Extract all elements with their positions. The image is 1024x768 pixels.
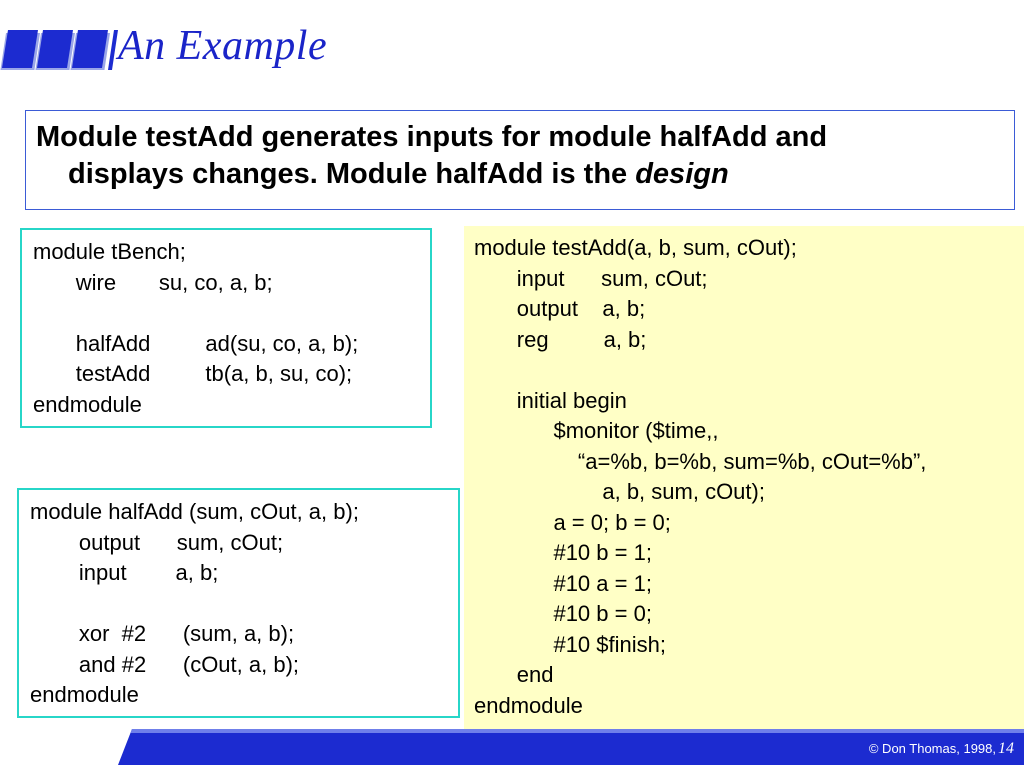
halfadd-code: module halfAdd (sum, cOut, a, b); output sum, cOut; input a, b; xor #2 (sum, a, b); and #2 (cOut, a, b); endmodule: [30, 499, 359, 707]
intro-text-box: [25, 110, 1015, 210]
intro-line-2-text: displays changes. Module halfAdd is the: [68, 158, 636, 190]
logo-bars-icon: [0, 30, 118, 70]
halfadd-code-box: [17, 488, 460, 718]
intro-emphasis: design: [635, 158, 729, 190]
testadd-code-box: [464, 226, 1024, 734]
intro-line-1: Module testAdd generates inputs for module halfAdd and: [36, 121, 828, 153]
intro-line-2: [36, 156, 1004, 193]
tbench-code: module tBench; wire su, co, a, b; halfAdd ad(su, co, a, b); testAdd tb(a, b, su, co); endmodule: [33, 239, 359, 417]
footer-copyright: © Don Thomas, 1998,: [868, 741, 996, 756]
testadd-code: module testAdd(a, b, sum, cOut); input sum, cOut; output a, b; reg a, b; initial begin $monitor ($time,, “a=%b, b=%b, sum=%b, cOut=%b”, a, b, sum, cOut); a = 0; b = 0; #10 b = 1; #10 a = 1; #10 b = 0; #10 $finish; end endmodule: [474, 235, 927, 718]
tbench-code-box: [20, 228, 432, 428]
slide-title: An Example: [118, 23, 328, 69]
page-number: 14: [998, 740, 1014, 757]
